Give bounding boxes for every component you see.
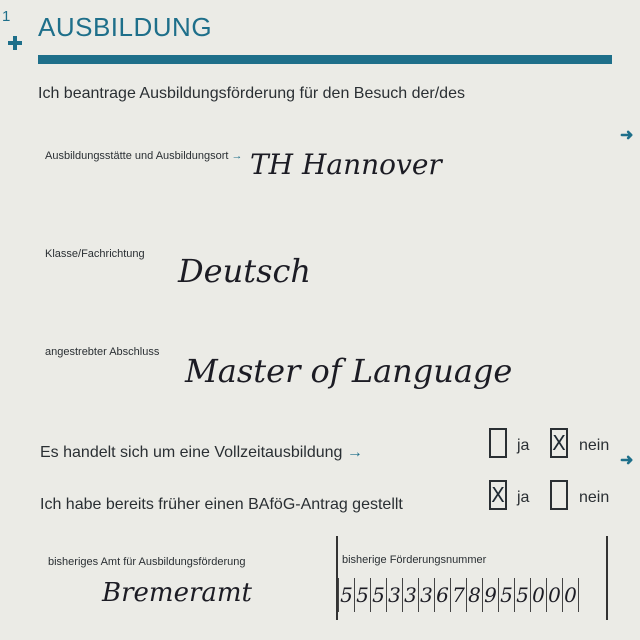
digit-cell[interactable]: 5 [498, 578, 514, 612]
digit-cell[interactable]: 0 [546, 578, 562, 612]
digit-cell[interactable]: 6 [434, 578, 450, 612]
digit-cell[interactable]: 7 [450, 578, 466, 612]
institution-label: Ausbildungsstätte und Ausbildungsort → [45, 150, 243, 162]
class-label: Klasse/Fachrichtung [45, 248, 145, 260]
edge-arrow-icon: ➜ [620, 452, 634, 469]
digit-cell[interactable]: 8 [466, 578, 482, 612]
digit-cell[interactable]: 3 [418, 578, 434, 612]
intro-text: Ich beantrage Ausbildungsförderung für den Besuch der/des [38, 85, 465, 102]
funding-number-field[interactable] [338, 578, 579, 614]
previous-office-field[interactable]: Bremeramt [102, 578, 252, 608]
prior-yes-label: ja [517, 489, 530, 506]
funding-number-label: bisherige Förderungsnummer [342, 554, 487, 566]
digit-cell[interactable]: 5 [338, 578, 354, 612]
digit-cell[interactable]: 5 [354, 578, 370, 612]
edge-arrow-icon: ➜ [620, 127, 634, 144]
digit-cell[interactable]: 5 [370, 578, 386, 612]
institution-field[interactable]: TH Hannover [250, 148, 442, 181]
digit-cell[interactable]: 3 [386, 578, 402, 612]
fulltime-no-checkbox[interactable]: X [550, 428, 568, 458]
arrow-icon: → [231, 150, 243, 162]
fulltime-yes-label: ja [517, 437, 530, 454]
fulltime-no-label: nein [579, 437, 610, 454]
degree-label: angestrebter Abschluss [45, 346, 160, 358]
fulltime-yes-checkbox[interactable] [489, 428, 507, 458]
digit-cell[interactable]: 3 [402, 578, 418, 612]
arrow-icon: → [346, 444, 363, 461]
prior-no-label: nein [579, 489, 610, 506]
divider [606, 536, 608, 620]
prior-no-checkbox[interactable] [550, 480, 568, 510]
section-title: AUSBILDUNG [38, 12, 213, 42]
degree-field[interactable]: Master of Language [185, 352, 513, 390]
prior-application-question: Ich habe bereits früher einen BAföG-Antrag gestellt [40, 496, 403, 513]
fulltime-question: Es handelt sich um eine Vollzeitausbildung → [40, 444, 363, 461]
class-field[interactable]: Deutsch [178, 252, 312, 290]
digit-cell[interactable]: 0 [562, 578, 579, 612]
digit-cell[interactable]: 0 [530, 578, 546, 612]
previous-office-label: bisheriges Amt für Ausbildungsförderung [48, 556, 246, 568]
title-rule [38, 55, 612, 64]
plus-icon [8, 36, 22, 50]
digit-cell[interactable]: 5 [514, 578, 530, 612]
section-number: 1 [2, 8, 11, 25]
prior-yes-checkbox[interactable]: X [489, 480, 507, 510]
digit-cell[interactable]: 9 [482, 578, 498, 612]
